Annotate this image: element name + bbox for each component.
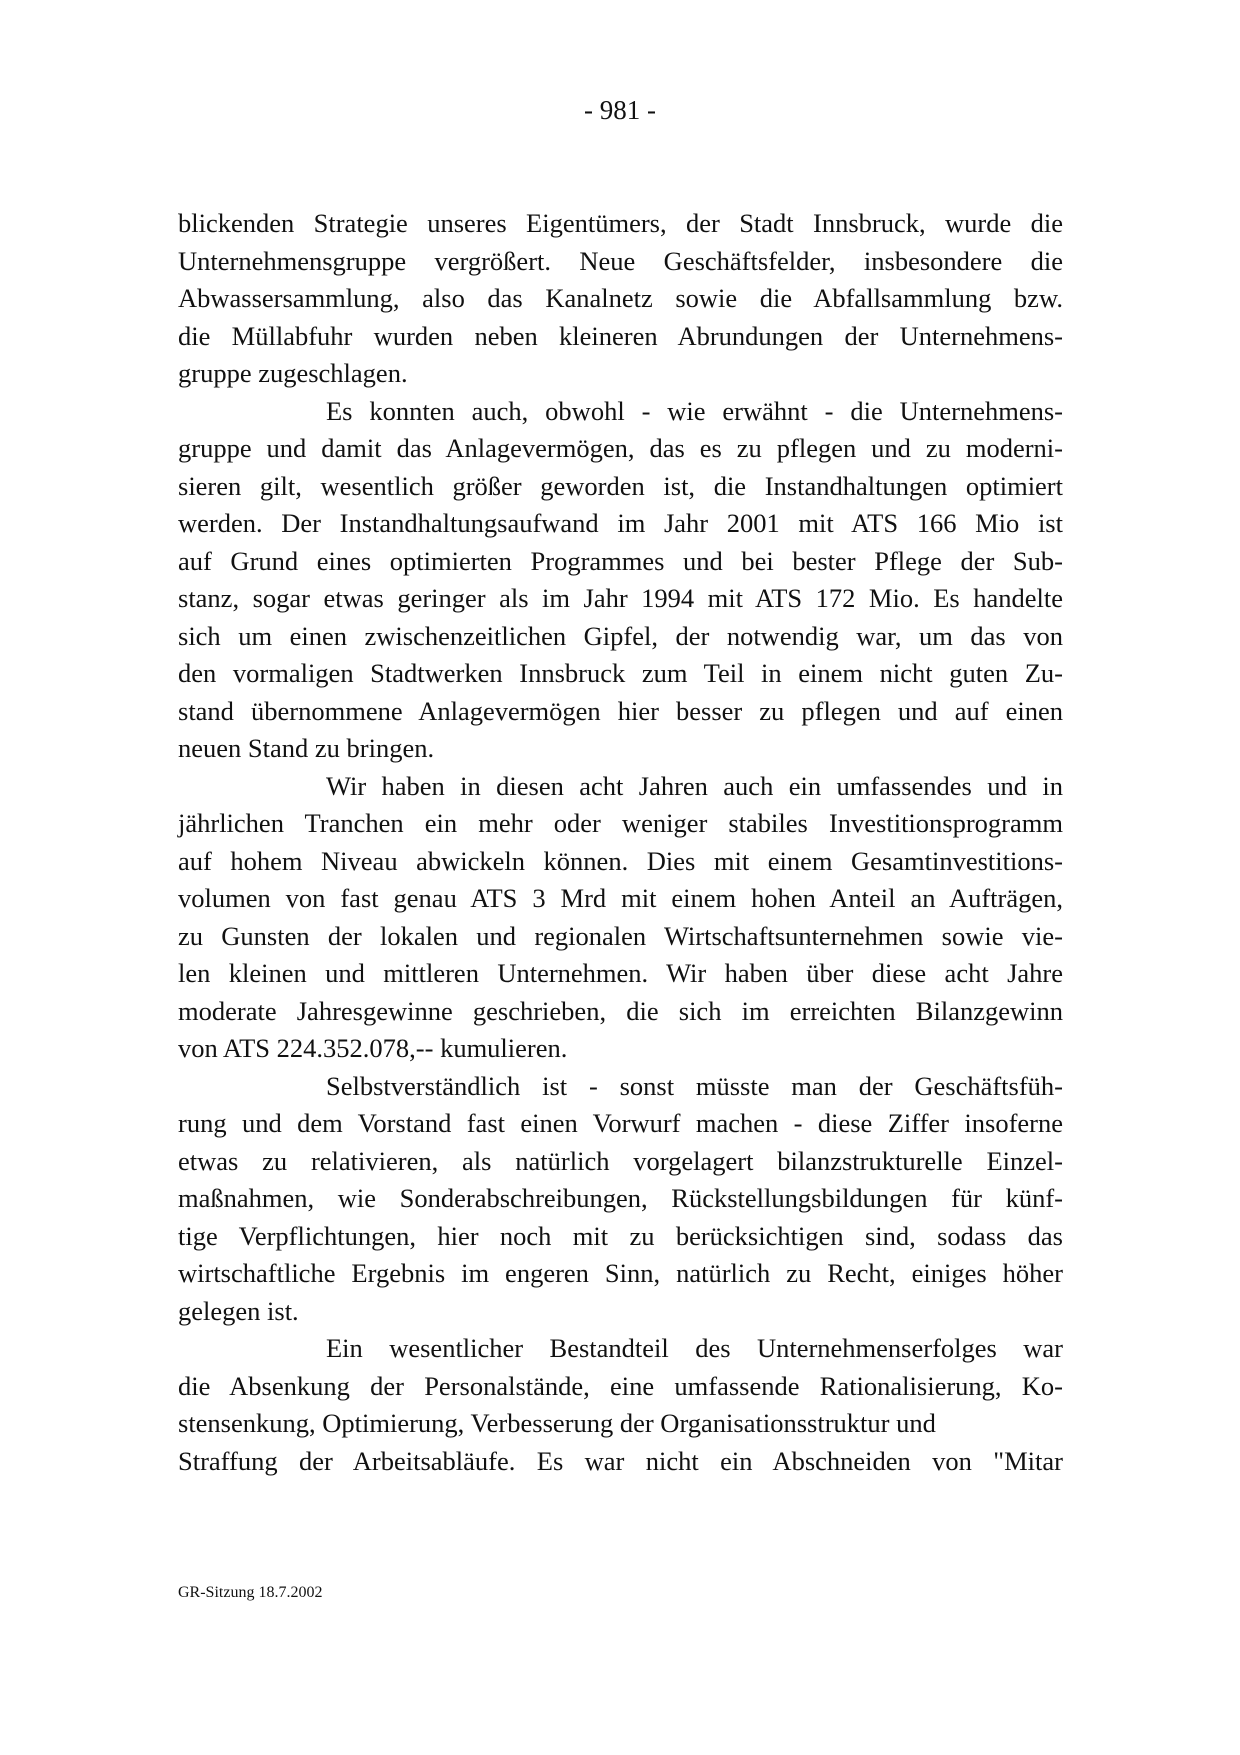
text-line: maßnahmen, wie Sonderabschreibungen, Rückstellungsbildungen für künf- <box>178 1183 1063 1213</box>
text-line: auf Grund eines optimierten Programmes und bei bester Pflege der Sub- <box>178 545 1063 576</box>
page-number: - 981 - <box>584 95 656 125</box>
text-line: den vormaligen Stadtwerken Innsbruck zum Teil in einem nicht guten Zu- <box>178 658 1063 688</box>
text-line: gruppe zugeschlagen. <box>178 358 408 388</box>
text-line: auf hohem Niveau abwickeln können. Dies mit einem Gesamtinvestitions- <box>178 845 1063 876</box>
text-line: die Müllabfuhr wurden neben kleineren Abrundungen der Unternehmens- <box>178 320 1063 351</box>
text-line: blickenden Strategie unseres Eigentümers, der Stadt Innsbruck, wurde die <box>178 208 1063 238</box>
text-line: gruppe und damit das Anlagevermögen, das es zu pflegen und zu moderni- <box>178 433 1063 463</box>
text-line: werden. Der Instandhaltungsaufwand im Jahr 2001 mit ATS 166 Mio ist <box>178 508 1063 538</box>
text-line: sich um einen zwischenzeitlichen Gipfel, der notwendig war, um das von <box>178 620 1063 651</box>
text-line: tige Verpflichtungen, hier noch mit zu berücksichtigen sind, sodass das <box>178 1220 1063 1251</box>
text-line: wirtschaftliche Ergebnis im engeren Sinn, natürlich zu Recht, einiges höher <box>178 1258 1063 1288</box>
text-line: len kleinen und mittleren Unternehmen. Wir haben über diese acht Jahre <box>178 958 1063 988</box>
text-line: stensenkung, Optimierung, Verbesserung der Organisationsstruktur und <box>178 1408 936 1438</box>
text-line: Straffung der Arbeitsabläufe. Es war nicht ein Abschneiden von "Mitar <box>178 1445 1063 1476</box>
text-line: Wir haben in diesen acht Jahren auch ein umfassendes und in <box>326 770 1063 801</box>
text-line: Abwassersammlung, also das Kanalnetz sowie die Abfallsammlung bzw. <box>178 283 1063 313</box>
text-line: etwas zu relativieren, als natürlich vorgelagert bilanzstrukturelle Einzel- <box>178 1145 1063 1176</box>
text-line: rung und dem Vorstand fast einen Vorwurf machen - diese Ziffer insoferne <box>178 1108 1063 1138</box>
text-line: neuen Stand zu bringen. <box>178 733 435 763</box>
text-line: von ATS 224.352.078,-- kumulieren. <box>178 1033 568 1063</box>
text-line: Es konnten auch, obwohl - wie erwähnt - die Unternehmens- <box>326 395 1063 426</box>
text-line: Ein wesentlicher Bestandteil des Unternehmenserfolges war <box>326 1333 1063 1363</box>
text-line: Selbstverständlich ist - sonst müsste man der Geschäftsfüh- <box>326 1070 1063 1101</box>
text-line: stanz, sogar etwas geringer als im Jahr 1994 mit ATS 172 Mio. Es handelte <box>178 583 1063 613</box>
document-body <box>178 205 1063 1480</box>
text-line: stand übernommene Anlagevermögen hier besser zu pflegen und auf einen <box>178 695 1063 726</box>
text-line: Unternehmensgruppe vergrößert. Neue Geschäftsfelder, insbesondere die <box>178 245 1063 276</box>
text-line: die Absenkung der Personalstände, eine umfassende Rationalisierung, Ko- <box>178 1370 1063 1401</box>
text-line: sieren gilt, wesentlich größer geworden ist, die Instandhaltungen optimiert <box>178 470 1063 501</box>
text-line: moderate Jahresgewinne geschrieben, die sich im erreichten Bilanzgewinn <box>178 995 1063 1026</box>
text-line: zu Gunsten der lokalen und regionalen Wirtschaftsunternehmen sowie vie- <box>178 920 1063 951</box>
text-line: gelegen ist. <box>178 1295 299 1326</box>
text-line: jährlichen Tranchen ein mehr oder weniger stabiles Investitionsprogramm <box>178 808 1063 838</box>
footer-session-date: GR-Sitzung 18.7.2002 <box>178 1584 323 1601</box>
text-line: volumen von fast genau ATS 3 Mrd mit einem hohen Anteil an Aufträgen, <box>178 883 1063 913</box>
